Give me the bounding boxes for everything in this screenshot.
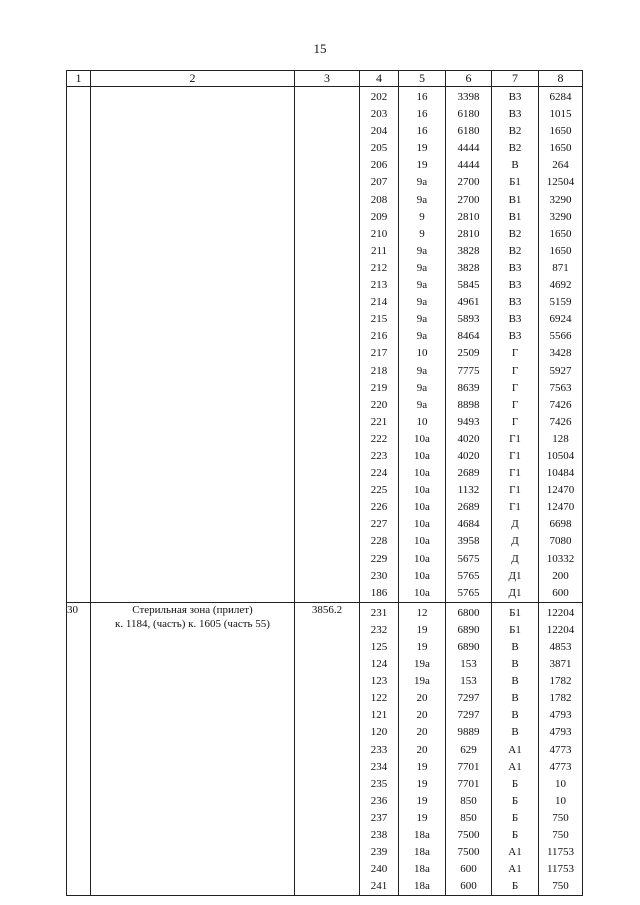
point-number: 225 [370, 484, 388, 497]
point-number: 217 [370, 347, 388, 360]
point-sector: В [511, 641, 519, 653]
point-value: 4793 [549, 726, 572, 739]
point-sector: В3 [508, 108, 522, 121]
point-sector: В2 [508, 244, 522, 257]
point-sector: В2 [508, 125, 522, 138]
point-sector: Б1 [509, 606, 521, 619]
point-distance: 4020 [457, 432, 480, 445]
point-sector: В1 [508, 210, 522, 223]
point-number: 208 [370, 193, 388, 206]
header-col-4: 4 [360, 71, 399, 87]
point-number: 238 [370, 829, 388, 842]
point-sector: Б [511, 829, 519, 842]
point-value: 10484 [546, 467, 575, 480]
point-value: 1782 [549, 675, 572, 688]
point-sector: Г1 [509, 432, 521, 445]
point-number: 204 [370, 125, 388, 138]
point-sector: Г [511, 381, 519, 394]
point-sector: Г [511, 347, 519, 360]
point-number: 209 [370, 210, 388, 223]
point-value: 1650 [549, 244, 572, 257]
point-sector-column [492, 602, 539, 896]
point-ref: 19 [416, 760, 428, 773]
point-sector: В [511, 658, 519, 671]
point-value: 5159 [549, 296, 572, 309]
point-ref: 10а [414, 467, 430, 480]
point-ref: 19 [416, 811, 428, 824]
point-distance: 2509 [457, 347, 480, 360]
point-distance: 7500 [457, 846, 480, 859]
point-value: 12204 [546, 606, 575, 619]
point-ref: 18а [414, 846, 430, 859]
point-distance: 600 [460, 880, 477, 893]
point-value: 7563 [549, 381, 572, 394]
point-distance: 2700 [457, 193, 480, 206]
point-sector: В3 [508, 91, 522, 103]
point-ref: 9а [416, 193, 428, 206]
zone-name [91, 87, 295, 603]
point-value: 10 [555, 794, 566, 807]
point-sector: Д [511, 518, 519, 531]
point-distance: 2689 [457, 501, 480, 514]
point-ref: 10а [414, 535, 430, 548]
table-row [67, 602, 583, 896]
point-ref: 9а [416, 364, 428, 377]
point-sector: Б1 [509, 623, 521, 636]
point-distance: 5845 [457, 279, 480, 292]
point-distance: 629 [460, 743, 477, 756]
point-ref: 10а [414, 432, 430, 445]
point-number: 202 [370, 91, 388, 103]
point-ref: 19 [416, 159, 428, 172]
point-sector: В [511, 709, 519, 722]
point-ref: 12 [416, 606, 428, 619]
point-value: 10332 [546, 552, 575, 565]
header-col-7: 7 [492, 71, 539, 87]
point-distance: 2689 [457, 467, 480, 480]
table-body [67, 87, 583, 896]
point-distance: 5765 [457, 569, 480, 582]
point-value: 4692 [549, 279, 572, 292]
point-sector: В2 [508, 227, 522, 240]
point-distance-column [446, 602, 492, 896]
point-distance: 9889 [457, 726, 480, 739]
point-number: 206 [370, 159, 388, 172]
table-row [67, 87, 583, 603]
point-sector: Б [511, 794, 519, 807]
point-number: 121 [370, 709, 388, 722]
point-number: 124 [370, 658, 388, 671]
point-distance: 3828 [457, 244, 480, 257]
point-value: 7426 [549, 398, 572, 411]
point-sector: Г1 [509, 449, 521, 462]
point-ref: 10 [416, 347, 428, 360]
point-sector: В3 [508, 330, 522, 343]
point-ref: 18а [414, 880, 430, 893]
point-ref: 10а [414, 552, 430, 565]
point-number: 236 [370, 794, 388, 807]
page-number: 15 [313, 41, 327, 56]
point-number: 212 [370, 261, 388, 274]
point-sector: А1 [508, 863, 522, 876]
point-number: 240 [370, 863, 388, 876]
point-ref: 20 [416, 692, 428, 705]
point-number: 232 [370, 623, 388, 636]
point-value: 3290 [549, 210, 572, 223]
point-ref: 10а [414, 586, 430, 599]
point-ref: 19 [416, 777, 428, 790]
point-ref: 9а [416, 244, 428, 257]
point-value: 200 [552, 569, 569, 582]
point-value: 6698 [549, 518, 572, 531]
point-distance: 6180 [457, 108, 480, 121]
point-ref: 16 [416, 108, 428, 121]
zone-area [295, 87, 360, 603]
point-number: 123 [370, 675, 388, 688]
zone-name [91, 602, 295, 896]
point-ref: 18а [414, 829, 430, 842]
point-ref: 18а [414, 863, 430, 876]
header-col-6: 6 [446, 71, 492, 87]
point-sector: Б [511, 777, 519, 790]
point-sector: Д1 [508, 586, 522, 599]
point-ref: 10 [416, 415, 428, 428]
point-value-column [539, 602, 583, 896]
point-ref: 20 [416, 709, 428, 722]
point-ref: 10а [414, 484, 430, 497]
point-sector: В3 [508, 296, 522, 309]
point-value: 11753 [546, 863, 575, 876]
point-number: 120 [370, 726, 388, 739]
point-distance: 8898 [457, 398, 480, 411]
point-ref: 19 [416, 641, 428, 653]
point-number: 203 [370, 108, 388, 121]
zone-name-line: к. 1184, (часть) к. 1605 (часть 55) [115, 617, 270, 630]
point-number: 215 [370, 313, 388, 326]
point-number: 222 [370, 432, 388, 445]
point-value: 128 [552, 432, 569, 445]
point-ref: 9а [416, 261, 428, 274]
point-number: 235 [370, 777, 388, 790]
point-distance: 8639 [457, 381, 480, 394]
point-distance: 7701 [457, 777, 480, 790]
point-distance: 7500 [457, 829, 480, 842]
point-sector: Г [511, 415, 519, 428]
point-distance: 6890 [457, 623, 480, 636]
point-distance: 850 [460, 794, 477, 807]
point-sector: Г [511, 364, 519, 377]
point-number: 125 [370, 641, 388, 653]
point-sector: Б1 [509, 176, 521, 189]
table-header-row [67, 71, 583, 87]
point-distance: 1132 [457, 484, 480, 497]
point-number: 227 [370, 518, 388, 531]
point-distance: 6800 [457, 606, 480, 619]
point-distance: 7297 [457, 692, 480, 705]
point-ref: 19а [414, 675, 430, 688]
point-ref-column [399, 87, 446, 603]
header-col-5: 5 [399, 71, 446, 87]
point-sector: В3 [508, 313, 522, 326]
point-value: 4853 [549, 641, 572, 653]
point-distance: 6890 [457, 641, 480, 653]
point-value: 1782 [549, 692, 572, 705]
point-value: 1015 [549, 108, 572, 121]
point-value: 7426 [549, 415, 572, 428]
header-col-1: 1 [67, 71, 91, 87]
point-ref: 9а [416, 176, 428, 189]
point-ref: 16 [416, 91, 428, 103]
point-number: 230 [370, 569, 388, 582]
point-distance: 8464 [457, 330, 480, 343]
point-sector: Б [511, 880, 519, 893]
point-number: 221 [370, 415, 388, 428]
header-col-2: 2 [91, 71, 295, 87]
point-distance: 7701 [457, 760, 480, 773]
point-ref: 19 [416, 623, 428, 636]
point-ref: 10а [414, 449, 430, 462]
point-distance: 6180 [457, 125, 480, 138]
point-number: 218 [370, 364, 388, 377]
point-distance: 4020 [457, 449, 480, 462]
point-sector: Д1 [508, 569, 522, 582]
point-ref: 9а [416, 279, 428, 292]
point-number: 213 [370, 279, 388, 292]
point-ref-column [399, 602, 446, 896]
point-value: 12204 [546, 623, 575, 636]
point-number: 211 [370, 244, 388, 257]
point-number: 207 [370, 176, 388, 189]
point-sector: Г1 [509, 467, 521, 480]
point-ref: 10а [414, 569, 430, 582]
point-number: 224 [370, 467, 388, 480]
header-col-8: 8 [539, 71, 583, 87]
point-number: 237 [370, 811, 388, 824]
point-distance: 5765 [457, 586, 480, 599]
point-ref: 9а [416, 398, 428, 411]
point-value: 12470 [546, 484, 575, 497]
point-value: 750 [552, 880, 569, 893]
point-number: 220 [370, 398, 388, 411]
point-ref: 10а [414, 501, 430, 514]
point-distance: 4684 [457, 518, 480, 531]
point-distance: 153 [460, 675, 477, 688]
point-ref: 19 [416, 794, 428, 807]
point-distance: 9493 [457, 415, 480, 428]
point-number: 234 [370, 760, 388, 773]
point-sector: В [511, 675, 519, 688]
coordinates-table [66, 70, 583, 896]
point-sector: В [511, 726, 519, 739]
point-distance: 850 [460, 811, 477, 824]
point-value: 10 [555, 777, 566, 790]
point-ref: 9 [419, 210, 425, 223]
point-number: 229 [370, 552, 388, 565]
point-ref: 10а [414, 518, 430, 531]
point-ref: 20 [416, 743, 428, 756]
point-number: 210 [370, 227, 388, 240]
point-number: 223 [370, 449, 388, 462]
point-value: 3428 [549, 347, 572, 360]
point-distance: 3958 [457, 535, 480, 548]
point-value: 12504 [546, 176, 575, 189]
point-sector: В [511, 692, 519, 705]
point-value: 6284 [549, 91, 572, 103]
point-sector: В3 [508, 261, 522, 274]
zone-number: 30 [67, 602, 91, 896]
point-distance: 7775 [457, 364, 480, 377]
point-sector: А1 [508, 743, 522, 756]
point-ref: 9а [416, 296, 428, 309]
point-sector: Г1 [509, 501, 521, 514]
point-ref: 9а [416, 381, 428, 394]
point-value: 871 [552, 261, 569, 274]
point-value: 3871 [549, 658, 572, 671]
point-value-column [539, 87, 583, 603]
point-value: 7080 [549, 535, 572, 548]
point-distance: 2810 [457, 210, 480, 223]
point-sector: А1 [508, 760, 522, 773]
point-number: 228 [370, 535, 388, 548]
point-ref: 9а [416, 330, 428, 343]
point-number: 214 [370, 296, 388, 309]
point-sector-column [492, 87, 539, 603]
point-number: 216 [370, 330, 388, 343]
zone-number [67, 87, 91, 603]
point-sector: Г1 [509, 484, 521, 497]
point-ref: 9 [419, 227, 425, 240]
point-ref: 20 [416, 726, 428, 739]
point-value: 5566 [549, 330, 572, 343]
point-distance: 2700 [457, 176, 480, 189]
point-distance: 153 [460, 658, 477, 671]
point-number: 239 [370, 846, 388, 859]
zone-name-line: Стерильная зона (прилет) [132, 603, 253, 616]
point-value: 3290 [549, 193, 572, 206]
point-sector: Д [511, 552, 519, 565]
point-value: 12470 [546, 501, 575, 514]
point-value: 1650 [549, 142, 572, 155]
point-value: 6924 [549, 313, 572, 326]
point-number: 233 [370, 743, 388, 756]
point-number: 219 [370, 381, 388, 394]
point-distance: 4444 [457, 159, 480, 172]
zone-area: 3856.2 [295, 602, 360, 896]
point-ref: 19а [414, 658, 430, 671]
point-value: 1650 [549, 227, 572, 240]
point-value: 750 [552, 811, 569, 824]
point-sector: В [511, 159, 519, 172]
point-sector: Д [511, 535, 519, 548]
point-distance-column [446, 87, 492, 603]
point-value: 264 [552, 159, 569, 172]
point-value: 4773 [549, 743, 572, 756]
point-sector: В2 [508, 142, 522, 155]
point-number: 186 [370, 586, 388, 599]
point-sector: В1 [508, 193, 522, 206]
point-distance: 4444 [457, 142, 480, 155]
point-distance: 3398 [457, 91, 480, 103]
point-value: 10504 [546, 449, 575, 462]
point-ref: 16 [416, 125, 428, 138]
point-distance: 5893 [457, 313, 480, 326]
point-number-column [360, 602, 399, 896]
point-sector: А1 [508, 846, 522, 859]
point-distance: 7297 [457, 709, 480, 722]
point-ref: 19 [416, 142, 428, 155]
point-number: 122 [370, 692, 388, 705]
point-value: 5927 [549, 364, 572, 377]
point-number: 241 [370, 880, 388, 893]
point-number: 231 [370, 606, 388, 619]
point-value: 750 [552, 829, 569, 842]
point-number: 205 [370, 142, 388, 155]
point-ref: 9а [416, 313, 428, 326]
point-value: 600 [552, 586, 569, 599]
point-sector: В3 [508, 279, 522, 292]
point-value: 4793 [549, 709, 572, 722]
point-distance: 600 [460, 863, 477, 876]
point-distance: 5675 [457, 552, 480, 565]
point-value: 4773 [549, 760, 572, 773]
header-col-3: 3 [295, 71, 360, 87]
point-value: 11753 [546, 846, 575, 859]
point-value: 1650 [549, 125, 572, 138]
point-sector: Г [511, 398, 519, 411]
point-distance: 4961 [457, 296, 480, 309]
point-distance: 2810 [457, 227, 480, 240]
point-distance: 3828 [457, 261, 480, 274]
point-number: 226 [370, 501, 388, 514]
point-number-column [360, 87, 399, 603]
point-sector: Б [511, 811, 519, 824]
